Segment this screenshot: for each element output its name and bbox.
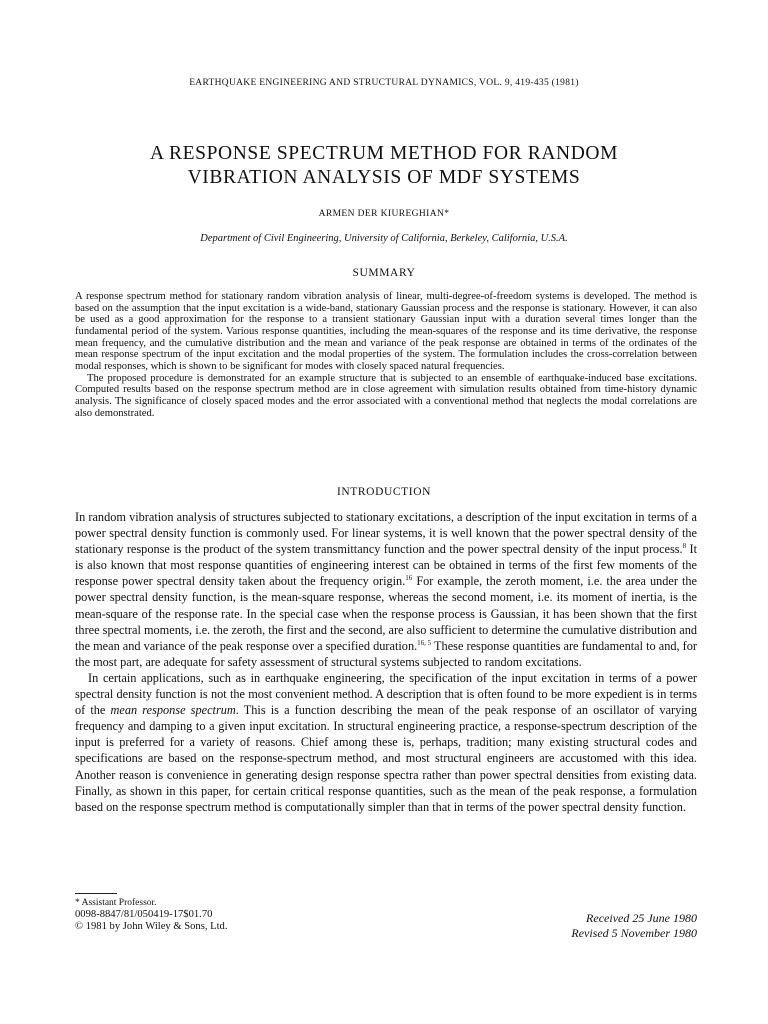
- copyright-notice: © 1981 by John Wiley & Sons, Ltd.: [75, 921, 228, 932]
- introduction-heading: INTRODUCTION: [336, 486, 432, 498]
- footnotes: [75, 897, 228, 933]
- received-dates: [440, 911, 697, 940]
- intro-p2-text-b: . This is a function describing the mean of the peak response of an oscillator of varying frequency and damping to a given input excitation. In structural engineering practice, a response-spectrum description of the input is preferred for a variety of reasons. Chief among these is, perhaps, tradition; many existing structural codes and specifications are based on the response-spectrum method, and most structural engineers are accustomed with this idea. Another reason is convenience in generating design response spectra rather than power spectral densities from existing data. Finally, as shown in this paper, for certain critical response quantities, such as the mean of the peak response, a formulation based on the response spectrum method is computationally simpler than that in terms of the power spectral density function.: [75, 703, 697, 814]
- intro-p2-text-a: In certain applications, such as in earthquake engineering, the specification of the input excitation in terms of a power spectral density function is not the most convenient method. A description that is often found to be more expedient is in terms of the: [75, 670, 697, 718]
- summary-paragraph-2: The proposed procedure is demonstrated for an example structure that is subjected to an ensemble of earthquake-induced base excitations. Computed results based on the response spectrum method are in close agreement with simulation results obtained from time-history dynamic analysis. The significance of closely spaced modes and the error associated with a conventional method that neglects the modal correlations are also demonstrated.: [75, 372, 697, 419]
- summary-heading: SUMMARY: [352, 267, 416, 279]
- summary-section: [75, 291, 697, 419]
- journal-header: EARTHQUAKE ENGINEERING AND STRUCTURAL DYNAMICS, VOL. 9, 419-435 (1981): [189, 78, 579, 88]
- author-name: ARMEN DER KIUREGHIAN*: [318, 209, 450, 219]
- introduction-section: [75, 509, 697, 815]
- article-code: 0098-8847/81/050419-17$01.70: [75, 909, 213, 920]
- intro-paragraph-1: [75, 509, 697, 670]
- intro-p1-text-c: For example, the zeroth moment, i.e. the area under the power spectral density function, is the mean-square response, whereas the second moment, i.e. its moment of inertia, is the mean-square of the response rate. In the special case when the response process is Gaussian, it has been shown that the first three spectral moments, i.e. the zeroth, the first and the second, are also sufficient to determine the cumulative distribution and the mean and variance of the peak response over a specified duration.: [75, 574, 698, 653]
- citation-ref: 8: [682, 542, 687, 551]
- footnote-assistant-professor: * Assistant Professor.: [75, 898, 157, 908]
- title-line-1: A RESPONSE SPECTRUM METHOD FOR RANDOM: [149, 143, 619, 164]
- article-title: [0, 142, 768, 190]
- revised-date: Revised 5 November 1980: [571, 925, 697, 940]
- title-line-2: VIBRATION ANALYSIS OF MDF SYSTEMS: [187, 167, 581, 188]
- intro-p1-text-a: In random vibration analysis of structures subjected to stationary excitations, a description of the input excitation in terms of a power spectral density function is commonly used. For linear systems, it is well known that the power spectral density of the stationary response is the product of the system transmittancy function and the power spectral density of the input process.: [75, 510, 697, 557]
- received-date: Received 25 June 1980: [586, 911, 697, 925]
- intro-p1-text-d: These response quantities are fundamental to and, for the most part, are adequate for safety assessment of structural systems subjected to random excitations.: [75, 638, 698, 669]
- citation-ref: 16: [405, 574, 413, 583]
- intro-p1-text-b: It is also known that most response quantities of engineering interest can be obtained in terms of the first few moments of the response power spectral density taken about the frequency origin.: [75, 542, 697, 589]
- intro-paragraph-2: [75, 670, 697, 815]
- footnote-divider: [75, 893, 117, 894]
- summary-paragraph-1: A response spectrum method for stationary random vibration analysis of linear, multi-degree-of-freedom systems is developed. The method is based on the assumption that the input excitation is a wide-band, stationary Gaussian process and the response is stationary. However, it can also be used as a good approximation for the response to a transient stationary Gaussian input with a duration several times longer than the fundamental period of the system. Various response quantities, including the mean-squares of the response and its time derivative, the response mean frequency, and the cumulative distribution and the mean and variance of the peak response are obtained in terms of the ordinates of the mean response spectrum of the input excitation and the modal properties of the system. The formulation includes the cross-correlation between modal responses, which is shown to be significant for modes with closely spaced natural frequencies.: [75, 291, 697, 372]
- citation-ref: 16, 5: [417, 638, 432, 647]
- author-affiliation: Department of Civil Engineering, University of California, Berkeley, California, U.S.A.: [200, 233, 568, 244]
- emphasis-term: mean response spectrum: [110, 703, 236, 718]
